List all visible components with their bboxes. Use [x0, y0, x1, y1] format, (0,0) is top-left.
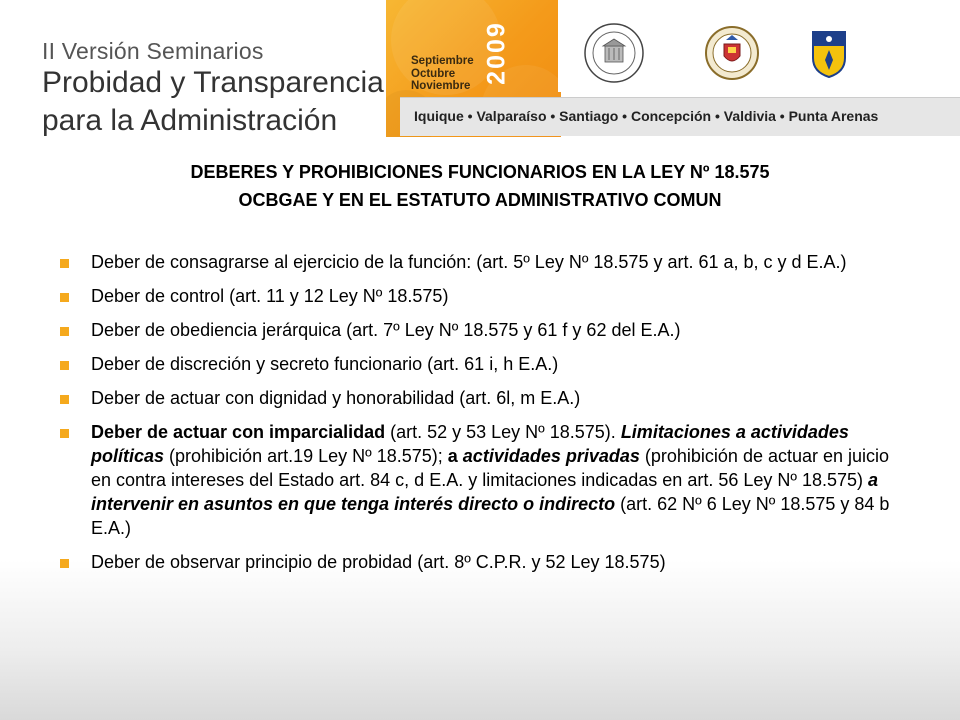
list-item-text: Deber de consagrarse al ejercicio de la función: (art. 5º Ley Nº 18.575 y art. 61 a, b, c y d E.A.)	[91, 252, 847, 272]
list-item-text: Deber de control (art. 11 y 12 Ley Nº 18.575)	[91, 286, 449, 306]
list-item	[58, 420, 908, 540]
cities-list: Iquique • Valparaíso • Santiago • Concepción • Valdivia • Punta Arenas	[414, 108, 879, 124]
list-item-text: Deber de obediencia jerárquica (art. 7º Ley Nº 18.575 y 61 f y 62 del E.A.)	[91, 320, 681, 340]
slide-title-line1: DEBERES Y PROHIBICIONES FUNCIONARIOS EN LA LEY Nº 18.575	[190, 162, 770, 182]
university-crest-icon	[704, 22, 760, 84]
header-subtitle: II Versión Seminarios	[42, 38, 264, 64]
month-label: Octubre	[411, 67, 456, 80]
contraloria-seal-icon	[583, 22, 645, 84]
bullet-list	[58, 250, 908, 584]
bullet-square-icon	[60, 429, 69, 438]
list-item-text: Deber de actuar con dignidad y honorabilidad (art. 6l, m E.A.)	[91, 388, 581, 408]
list-item-text: Deber de observar principio de probidad (art. 8º C.P.R. y 52 Ley 18.575)	[91, 552, 666, 572]
shield-emblem-icon	[811, 30, 847, 78]
list-item	[58, 550, 908, 574]
year-text: 2009	[482, 20, 511, 85]
slide-title-line2: OCBGAE Y EN EL ESTATUTO ADMINISTRATIVO COMUN	[238, 190, 722, 210]
bullet-square-icon	[60, 293, 69, 302]
list-item-text: Deber de actuar con imparcialidad (art. 52 y 53 Ley Nº 18.575). Limitaciones a actividades políticas (prohibición art.19 Ley Nº 18.575); a actividades privadas (prohibición de actuar en juicio en contra intereses del Estado art. 84 c, d E.A. y limitaciones indicadas en art. 56 Ley Nº 18.575) a intervenir en asuntos en que tenga interés directo o indirecto (art. 62 Nº 6 Ley Nº 18.575 y 84 b E.A.)	[91, 422, 890, 538]
list-item-text: Deber de discreción y secreto funcionario (art. 61 i, h E.A.)	[91, 354, 559, 374]
cities-strip	[400, 97, 960, 136]
bold-text: Deber de actuar con imparcialidad	[91, 422, 386, 442]
bold-italic-text: a intervenir en asuntos en que tenga interés directo o indirecto	[91, 470, 879, 514]
list-item	[58, 284, 908, 308]
bullet-square-icon	[60, 327, 69, 336]
logo-strip	[561, 0, 960, 92]
bullet-square-icon	[60, 395, 69, 404]
year-label	[482, 15, 512, 90]
list-item	[58, 386, 908, 410]
bullet-square-icon	[60, 361, 69, 370]
list-item	[58, 318, 908, 342]
month-label: Septiembre	[411, 55, 474, 67]
bold-italic-text: actividades privadas	[462, 446, 640, 466]
bold-text: a	[447, 446, 458, 466]
list-item	[58, 250, 908, 274]
month-label: Noviembre	[411, 80, 471, 92]
bullet-square-icon	[60, 559, 69, 568]
months-list	[411, 55, 474, 93]
list-item	[58, 352, 908, 376]
header-title-line1: Probidad y Transparencia	[42, 66, 384, 99]
header-title-line2: para la Administración	[42, 104, 338, 137]
bullet-square-icon	[60, 259, 69, 268]
bold-italic-text: Limitaciones a actividades políticas	[91, 422, 849, 466]
